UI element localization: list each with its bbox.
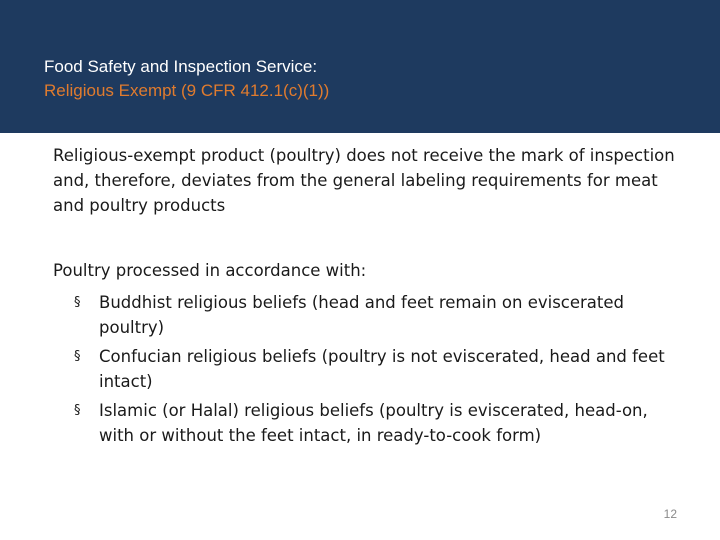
section-sign-bullet-icon: § bbox=[74, 349, 81, 364]
section-sign-bullet-icon: § bbox=[74, 295, 81, 310]
page-number: 12 bbox=[663, 507, 677, 521]
poultry-processing-paragraph: Poultry processed in accordance with: bbox=[53, 261, 367, 280]
list-item-buddhist bbox=[74, 290, 674, 340]
slide-title: Food Safety and Inspection Service: bbox=[44, 57, 318, 76]
list-item-confucian bbox=[74, 344, 674, 394]
section-sign-bullet-icon: § bbox=[74, 403, 81, 418]
slide-subtitle: Religious Exempt (9 CFR 412.1(c)(1)) bbox=[44, 81, 330, 100]
religious-beliefs-list bbox=[74, 290, 674, 452]
bullet-text: Confucian religious beliefs (poultry is not eviscerated, head and feet intact) bbox=[99, 347, 665, 391]
bullet-text: Buddhist religious beliefs (head and feet remain on eviscerated poultry) bbox=[99, 293, 625, 337]
bullet-text: Islamic (or Halal) religious beliefs (poultry is eviscerated, head-on, with or without the feet intact, in ready-to-cook form) bbox=[99, 401, 648, 445]
slide-header bbox=[0, 0, 720, 133]
intro-paragraph: Religious-exempt product (poultry) does not receive the mark of inspection and, therefore, deviates from the general labeling requirements for meat and poultry products bbox=[53, 146, 675, 215]
list-item-islamic bbox=[74, 398, 674, 448]
